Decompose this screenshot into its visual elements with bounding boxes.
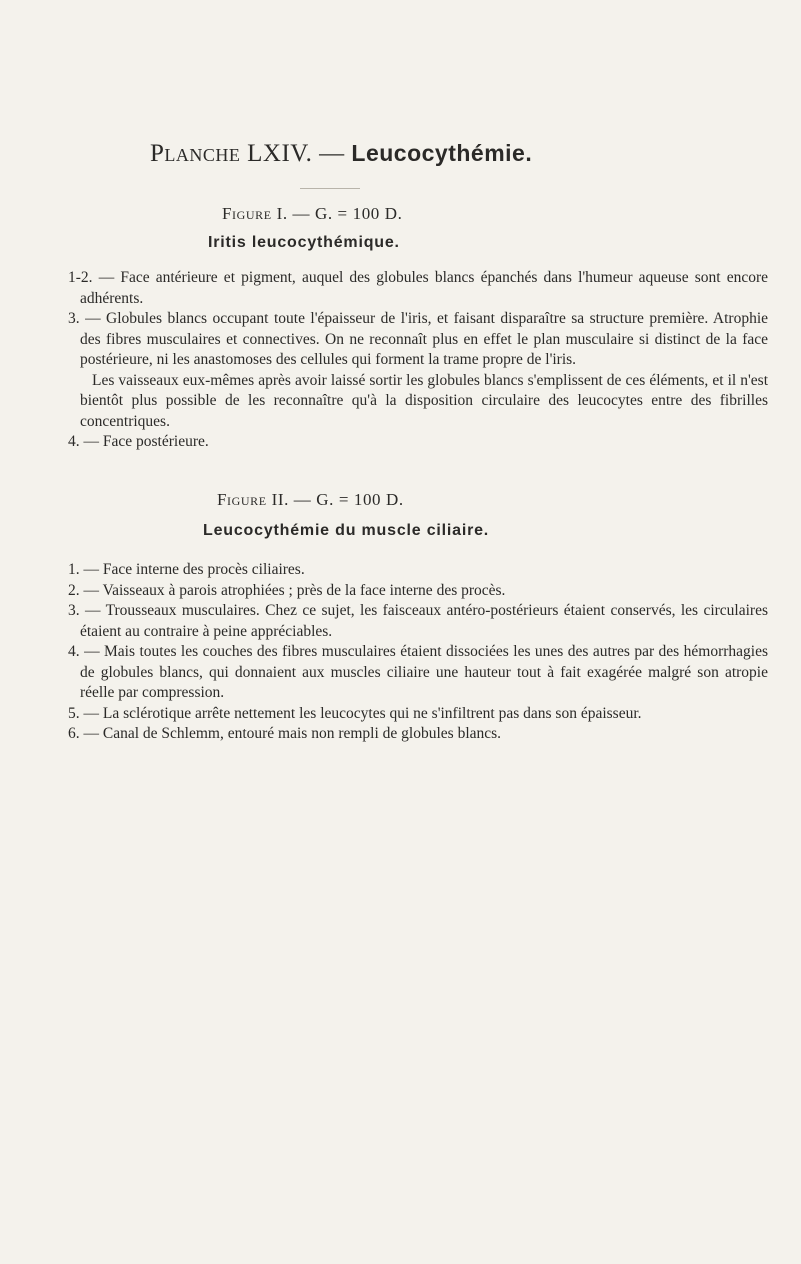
plate-label: Planche LXIV.: [150, 140, 313, 167]
figure1-heading: Figure I. — G. = 100 D.: [222, 204, 403, 223]
legend-item: 1-2. — Face antérieure et pigment, auquel des globules blancs épanchés dans l'humeur aqueuse sont encore adhérents.: [68, 269, 768, 307]
legend-item: 4. — Mais toutes les couches des fibres musculaires étaient dissociées les unes des autres par des hémorrhagies de globules blancs, qui donnaient aux muscles ciliaire une hauteur tout à fait exagérée malgré son atropie réelle par compression.: [68, 643, 769, 701]
legend-paragraph: Les vaisseaux eux-mêmes après avoir laissé sortir les globules blancs s'emplissent de ces éléments, et il n'est bientôt plus possible de les reconnaître qu'à la disposition circulaire des leucocytes entre des fibrilles concentriques.: [80, 371, 768, 430]
figure2-heading: Figure II. — G. = 100 D.: [217, 490, 404, 509]
figure1-subtitle: Iritis leucocythémique.: [208, 234, 400, 251]
legend-item: 3. — Trousseaux musculaires. Chez ce sujet, les faisceaux antéro-postérieurs étaient conservés, les circulaires étaient au contraire à peine appréciables.: [68, 602, 768, 640]
title-dash: —: [319, 140, 345, 167]
legend-item: 2. — Vaisseaux à parois atrophiées ; près de la face interne des procès.: [68, 581, 506, 599]
plate-title: [150, 140, 710, 168]
legend-item: 5. — La sclérotique arrête nettement les leucocytes qui ne s'infiltrent pas dans son épaisseur.: [68, 704, 642, 722]
legend-item: 1. — Face interne des procès ciliaires.: [68, 561, 305, 578]
legend-item: 4. — Face postérieure.: [68, 433, 209, 450]
figure1-legend: [68, 268, 768, 453]
legend-item: 6. — Canal de Schlemm, entouré mais non rempli de globules blancs.: [68, 725, 502, 742]
figure2-legend: [68, 560, 768, 745]
plate-subject: Leucocythémie.: [351, 140, 533, 166]
figure2-subtitle: Leucocythémie du muscle ciliaire.: [203, 522, 490, 539]
title-rule: [300, 188, 360, 189]
legend-item: 3. — Globules blancs occupant toute l'épaisseur de l'iris, et faisant disparaître sa structure première. Atrophie des fibres musculaires et connectives. On ne reconnaît plus en effet le plan musculaire si distinct de la face postérieure, ni les anastomoses des cellules qui forment la trame propre de l'iris.: [68, 310, 768, 368]
